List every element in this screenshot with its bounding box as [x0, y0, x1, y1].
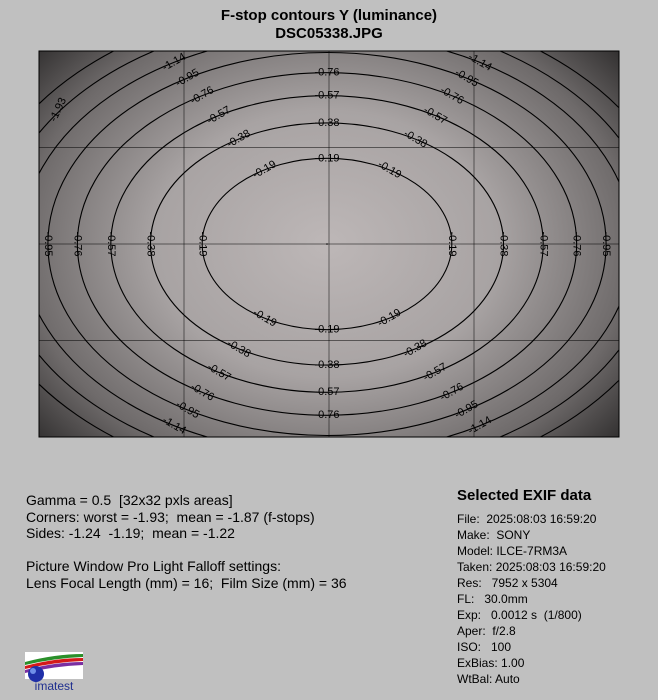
contour-label: -0.76 [438, 84, 466, 108]
contour-label: -1.14 [466, 50, 494, 74]
contour-label: -0.38 [314, 359, 340, 372]
contour-label: -0.57 [204, 103, 233, 127]
exif-row: File: 2025:08:03 16:59:20 [457, 512, 597, 526]
exif-row: ISO: 100 [457, 640, 512, 654]
contour-label: -0.38 [224, 127, 253, 151]
contour-label: -0.76 [188, 84, 216, 108]
contour-label: -0.76 [188, 380, 217, 404]
exif-row: Aper: f/2.8 [457, 624, 516, 638]
contour-label: -0.95 [452, 66, 481, 90]
info-line: Corners: worst = -1.93; mean = -1.87 (f-stops) [26, 508, 315, 525]
exif-row: FL: 30.0mm [457, 592, 528, 606]
contour-label: -0.95 [452, 398, 481, 422]
contour-label: -0.19 [196, 231, 209, 257]
exif-row: ExBias: 1.00 [457, 656, 525, 670]
contour-label: -1.14 [160, 50, 188, 74]
contour-label: -0.57 [205, 360, 233, 384]
contour-label: -1.14 [160, 414, 189, 438]
contour-label: -0.95 [173, 398, 202, 422]
contour-label: -0.95 [41, 231, 54, 257]
imatest-logo [25, 652, 83, 692]
contour-label: -0.95 [173, 66, 202, 90]
exif-row: Res: 7952 x 5304 [457, 576, 558, 590]
contour-label: -0.95 [600, 231, 613, 257]
exif-title: Selected EXIF data [457, 487, 592, 504]
contour-label: -0.76 [570, 231, 583, 257]
exif-row: Taken: 2025:08:03 16:59:20 [457, 560, 606, 574]
exif-row: Exp: 0.0012 s (1/800) [457, 608, 582, 622]
contour-label: -0.76 [314, 66, 340, 79]
chart-title: F-stop contours Y (luminance) [220, 7, 438, 24]
info-line: Picture Window Pro Light Falloff settings: [26, 558, 281, 574]
contour-label: -0.57 [314, 386, 340, 399]
corner-label: -1.93 [47, 95, 70, 124]
contour-label: -0.38 [401, 337, 430, 361]
contour-label: -0.57 [104, 231, 117, 257]
contour-label: -0.76 [437, 380, 466, 404]
contour-label: -0.19 [375, 158, 404, 182]
contour-label: -1.14 [465, 414, 494, 438]
contour-label: -0.38 [314, 116, 340, 129]
contour-label: -0.19 [250, 158, 279, 182]
info-line: Gamma = 0.5 [32x32 pxls areas] [26, 492, 233, 508]
info-line: Sides: -1.24 -1.19; mean = -1.22 [26, 525, 235, 541]
info-line: Lens Focal Length (mm) = 16; Film Size (mm) = 36 [26, 574, 347, 591]
contour-label: -0.76 [314, 409, 340, 422]
contour-label: -0.38 [224, 337, 253, 361]
contour-label: -0.57 [421, 360, 449, 384]
contour-label: -0.38 [401, 127, 430, 151]
exif-row: Model: ILCE-7RM3A [457, 544, 568, 558]
contour-label: -0.19 [314, 323, 340, 336]
contour-label: -0.19 [250, 306, 279, 330]
contour-label: -0.57 [537, 231, 550, 257]
exif-row: Make: SONY [457, 528, 531, 542]
chart-subtitle: DSC05338.JPG [275, 25, 383, 42]
contour-label: -0.38 [144, 231, 157, 257]
exif-row: WtBal: Auto [457, 672, 520, 686]
contour-label: -0.57 [421, 103, 450, 127]
contour-label: -0.19 [375, 306, 404, 330]
contour-label: -0.19 [314, 152, 340, 165]
contour-label: -0.19 [445, 231, 458, 257]
contour-label: -0.76 [71, 231, 84, 257]
contour-label: -0.38 [497, 231, 510, 257]
center-mark [326, 243, 328, 245]
logo-text: imatest [34, 679, 74, 692]
contour-label: -0.57 [314, 89, 340, 102]
